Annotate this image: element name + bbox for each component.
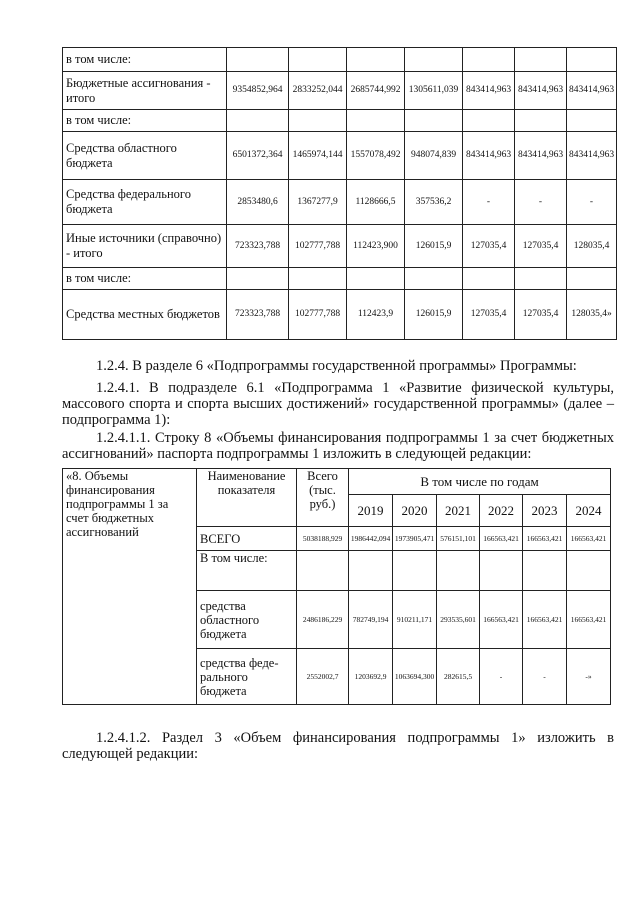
row-label: средства областного бюджета bbox=[197, 591, 297, 649]
row-label: в том числе: bbox=[63, 110, 227, 132]
cell-value: 2685744,992 bbox=[347, 72, 405, 110]
header-indicator-name: Наименование показателя bbox=[197, 469, 297, 527]
cell-value: 127035,4 bbox=[515, 290, 567, 340]
cell-value: 127035,4 bbox=[515, 225, 567, 268]
cell-value: 843414,963 bbox=[567, 72, 617, 110]
cell-value: 843414,963 bbox=[463, 132, 515, 180]
cell-value: 2833252,044 bbox=[289, 72, 347, 110]
table-row bbox=[63, 225, 617, 268]
row-label: Иные источники (справочно) - итого bbox=[63, 225, 227, 268]
cell-value: 576151,101 bbox=[437, 527, 480, 551]
cell-value: 166563,421 bbox=[523, 527, 567, 551]
cell-value: 1557078,492 bbox=[347, 132, 405, 180]
cell-value: 1367277,9 bbox=[289, 180, 347, 225]
year-header: 2024 bbox=[567, 495, 611, 527]
cell-value: 723323,788 bbox=[227, 290, 289, 340]
cell-value: - bbox=[567, 180, 617, 225]
cell-value: 166563,421 bbox=[480, 591, 523, 649]
cell-value: 843414,963 bbox=[567, 132, 617, 180]
cell-value: 102777,788 bbox=[289, 225, 347, 268]
cell-value: 1465974,144 bbox=[289, 132, 347, 180]
cell-value: 843414,963 bbox=[515, 72, 567, 110]
paragraph-1-2-4: 1.2.4. В разделе 6 «Подпрограммы государственной программы» Программы: bbox=[96, 358, 577, 374]
cell-value: 843414,963 bbox=[515, 132, 567, 180]
cell-value: 6501372,364 bbox=[227, 132, 289, 180]
year-header: 2019 bbox=[349, 495, 393, 527]
cell-value: 102777,788 bbox=[289, 290, 347, 340]
cell-value: 782749,194 bbox=[349, 591, 393, 649]
table-row bbox=[63, 110, 617, 132]
cell-value: - bbox=[463, 180, 515, 225]
row-label: в том числе: bbox=[63, 48, 227, 72]
subprogram-funding-table bbox=[62, 468, 611, 705]
table-row bbox=[63, 180, 617, 225]
funding-table-continued bbox=[62, 47, 617, 340]
cell-total: 5038188,929 bbox=[297, 527, 349, 551]
cell-value: 166563,421 bbox=[480, 527, 523, 551]
header-total: Всего (тыс. руб.) bbox=[297, 469, 349, 527]
cell-value: 357536,2 bbox=[405, 180, 463, 225]
cell-value: 843414,963 bbox=[463, 72, 515, 110]
cell-value: 723323,788 bbox=[227, 225, 289, 268]
header-years-group: В том числе по годам bbox=[349, 469, 611, 495]
table-row bbox=[63, 72, 617, 110]
row-label: в том числе: bbox=[63, 268, 227, 290]
cell-value: -» bbox=[567, 649, 611, 705]
cell-value: 166563,421 bbox=[567, 527, 611, 551]
table-row bbox=[63, 132, 617, 180]
cell-value: - bbox=[480, 649, 523, 705]
row-label: Средства местных бюджетов bbox=[63, 290, 227, 340]
row-label: Средства областного бюджета bbox=[63, 132, 227, 180]
cell-value: 128035,4» bbox=[567, 290, 617, 340]
cell-value: 1305611,039 bbox=[405, 72, 463, 110]
table-row bbox=[63, 290, 617, 340]
row-label: ВСЕГО bbox=[197, 527, 297, 551]
paragraph-1-2-4-1-2: 1.2.4.1.2. Раздел 3 «Объем финансирования подпрограммы 1» изложить в следующей редакции: bbox=[62, 730, 614, 762]
row-label: Бюджетные ассигнования - итого bbox=[63, 72, 227, 110]
paragraph-1-2-4-1-1: 1.2.4.1.1. Строку 8 «Объемы финансирования подпрограммы 1 за счет бюджетных ассигнований» паспорта подпрограммы 1 изложить в следующей редакции: bbox=[62, 430, 614, 462]
cell-total: 2552002,7 bbox=[297, 649, 349, 705]
table-header-row bbox=[63, 469, 611, 495]
cell-value: 166563,421 bbox=[523, 591, 567, 649]
cell-value: 166563,421 bbox=[567, 591, 611, 649]
year-header: 2022 bbox=[480, 495, 523, 527]
cell-value: 127035,4 bbox=[463, 290, 515, 340]
cell-value: - bbox=[515, 180, 567, 225]
cell-value: 1973905,471 bbox=[393, 527, 437, 551]
cell-value: 910211,171 bbox=[393, 591, 437, 649]
cell-value: 112423,900 bbox=[347, 225, 405, 268]
row-label: В том числе: bbox=[197, 551, 297, 591]
cell-value: 1986442,094 bbox=[349, 527, 393, 551]
cell-value: 948074,839 bbox=[405, 132, 463, 180]
row-8-title-cell: «8. Объемы финансирования подпрограммы 1 за счет бюджетных ассигнований bbox=[63, 469, 197, 705]
row-label: средства феде-рального бюджета bbox=[197, 649, 297, 705]
row-label: Средства федерального бюджета bbox=[63, 180, 227, 225]
cell-total: 2486186,229 bbox=[297, 591, 349, 649]
cell-value: - bbox=[523, 649, 567, 705]
table-row bbox=[63, 268, 617, 290]
cell-value: 112423,9 bbox=[347, 290, 405, 340]
cell-value: 1203692,9 bbox=[349, 649, 393, 705]
cell-value: 282615,5 bbox=[437, 649, 480, 705]
year-header: 2023 bbox=[523, 495, 567, 527]
cell-value: 126015,9 bbox=[405, 225, 463, 268]
cell-value: 1063694,300 bbox=[393, 649, 437, 705]
table-row bbox=[63, 48, 617, 72]
paragraph-1-2-4-1: 1.2.4.1. В подразделе 6.1 «Подпрограмма 1 «Развитие физической культуры, массового спорта и спорта высших достижений» государственной программы» (далее – подпрограмма 1): bbox=[62, 380, 614, 428]
cell-value: 128035,4 bbox=[567, 225, 617, 268]
cell-value: 127035,4 bbox=[463, 225, 515, 268]
cell-value: 9354852,964 bbox=[227, 72, 289, 110]
year-header: 2021 bbox=[437, 495, 480, 527]
cell-value: 293535,601 bbox=[437, 591, 480, 649]
cell-value: 126015,9 bbox=[405, 290, 463, 340]
year-header: 2020 bbox=[393, 495, 437, 527]
cell-value: 2853480,6 bbox=[227, 180, 289, 225]
cell-value: 1128666,5 bbox=[347, 180, 405, 225]
